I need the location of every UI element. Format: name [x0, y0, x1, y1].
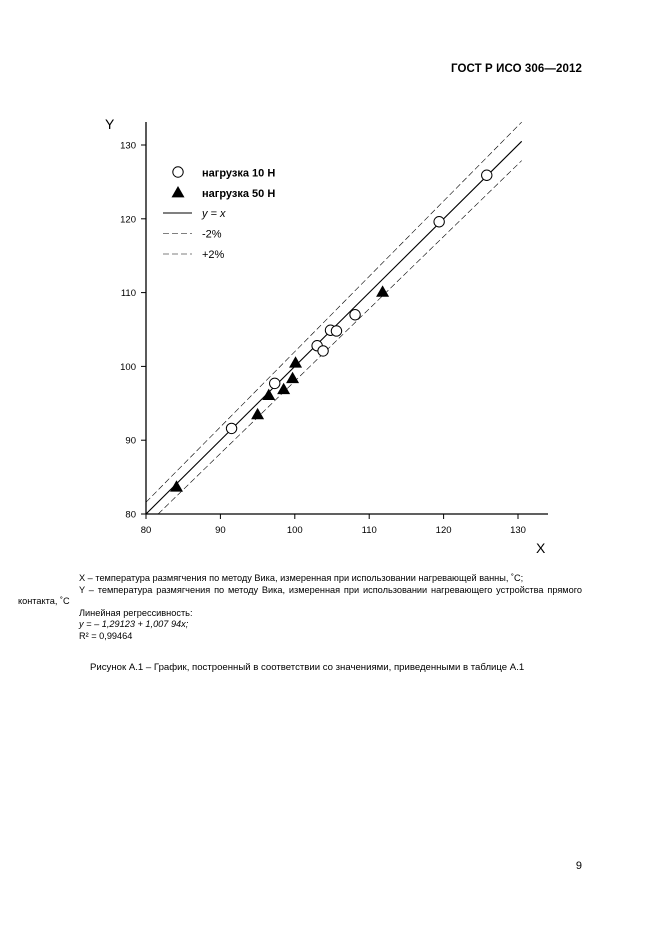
legend-label: нагрузка 10 Н: [202, 167, 276, 180]
data-point-circle: [482, 170, 492, 180]
page-number: 9: [575, 860, 582, 872]
x-axis-definition: X – температура размягчения по методу Вика, измеренная при использовании нагревающей ванны, ˚С;: [79, 573, 524, 583]
y-tick-label: 130: [120, 140, 136, 152]
x-tick-label: 130: [510, 525, 526, 536]
data-point-triangle: [251, 408, 264, 419]
legend-label: y = x: [202, 208, 226, 220]
data-point-circle: [350, 310, 360, 320]
x-tick-label: 110: [361, 525, 377, 536]
data-point-circle: [226, 423, 236, 433]
data-point-circle: [434, 217, 444, 227]
document-code-header: ГОСТ Р ИСО 306—2012: [450, 63, 582, 75]
data-point-circle: [270, 378, 280, 388]
regression-equation: y = – 1,29123 + 1,007 94x;: [79, 619, 189, 630]
r-squared-value: R² = 0,99464: [79, 630, 133, 641]
figure-legend-text: [18, 573, 582, 643]
y-tick-label: 110: [120, 288, 136, 300]
data-point-circle: [318, 346, 328, 356]
regression-label: Линейная регрессивность:: [79, 607, 193, 618]
data-point-triangle: [172, 186, 185, 197]
y-tick-label: 100: [120, 361, 136, 373]
y-tick-label: 120: [120, 214, 136, 226]
legend-label: нагрузка 50 Н: [202, 188, 276, 200]
legend-label: -2%: [202, 228, 222, 241]
data-point-triangle: [170, 480, 183, 491]
figure-caption: Рисунок А.1 – График, построенный в соответствии со значениями, приведенными в таблице А.1: [90, 662, 525, 673]
x-tick-label: 80: [140, 525, 152, 536]
x-tick-label: 120: [435, 525, 452, 536]
y-axis-label: Y: [105, 116, 115, 132]
data-point-triangle: [262, 389, 275, 400]
y-tick-label: 80: [125, 509, 136, 521]
y-tick-label: 90: [125, 435, 136, 447]
x-tick-label: 90: [215, 525, 226, 536]
data-point-circle: [331, 326, 341, 336]
y-axis-definition: Y – температура размягчения по методу Вика, измеренная при использовании нагревающего устройства прямого контакта, ˚С: [18, 584, 582, 607]
x-tick-label: 100: [286, 525, 303, 536]
data-point-circle: [173, 167, 183, 177]
chart-legend: [163, 167, 275, 261]
legend-label: +2%: [202, 249, 225, 261]
x-axis-label: X: [536, 540, 546, 556]
reference-lines: [146, 122, 522, 514]
